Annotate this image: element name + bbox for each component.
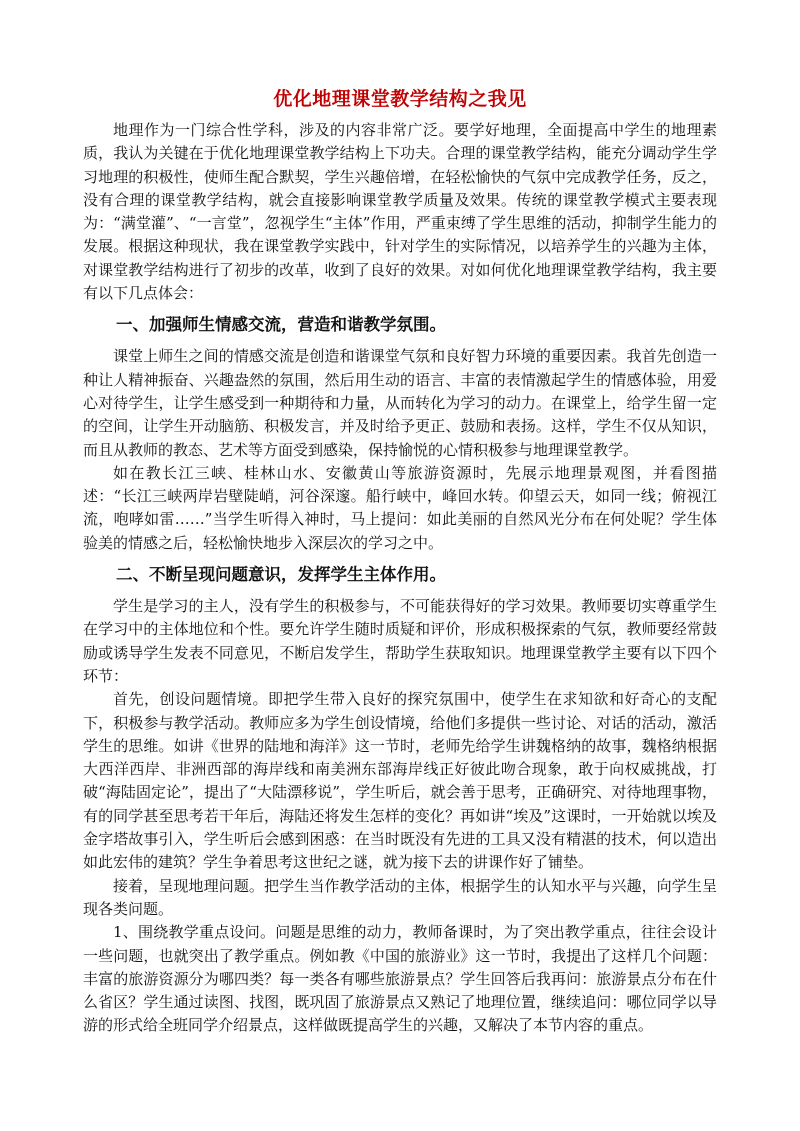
section-1-paragraph-1: 课堂上师生之间的情感交流是创造和谐课堂气氛和良好智力环境的重要因素。我首先创造一种让人精神振奋、兴趣盎然的氛围，然后用生动的语言、丰富的表情激起学生的情感体验，用爱心对待学生，让学生感受到一种期待和力量，从而转化为学习的动力。在课堂上，给学生留一定的空间，让学生开动脑筋、积极发言，并及时给予更正、鼓励和表扬。这样，学生不仅从知识，而且从教师的教态、艺术等方面受到感染，保持愉悦的心情积极参与地理课堂教学。	[83, 347, 717, 459]
section-2-paragraph-3: 接着，呈现地理问题。把学生当作教学活动的主体，根据学生的认知水平与兴趣，向学生呈现各类问题。	[83, 876, 717, 918]
section-2-heading: 二、不断呈现问题意识，发挥学生主体作用。	[116, 565, 446, 585]
section-2-paragraph-2: 首先，创设问题情境。即把学生带入良好的探究氛围中，使学生在求知欲和好奇心的支配下，积极参与教学活动。教师应多为学生创设情境，给他们多提供一些讨论、对话的活动，激活学生的思维。如讲《世界的陆地和海洋》这一节时，老师先给学生讲魏格纳的故事，魏格纳根据大西洋西岸、非洲西部的海岸线和南美洲东部海岸线正好彼此吻合现象，敢于向权威挑战，打破“海陆固定论”，提出了“大陆漂移说”，学生听后，就会善于思考，正确研究、对待地理事物，有的同学甚至思考若干年后，海陆还将发生怎样的变化？再如讲“埃及”这课时，一开始就以埃及金字塔故事引入，学生听后会感到困惑：在当时既没有先进的工具又没有精湛的技术，何以造出如此宏伟的建筑？学生争着思考这世纪之谜，就为接下去的讲课作好了铺垫。	[83, 690, 717, 872]
intro-paragraph: 地理作为一门综合性学科，涉及的内容非常广泛。要学好地理，全面提高中学生的地理素质，我认为关键在于优化地理课堂教学结构上下功夫。合理的课堂教学结构，能充分调动学生学习地理的积极性，使师生配合默契，学生兴趣倍增，在轻松愉快的气氛中完成教学任务，反之，没有合理的课堂教学结构，就会直接影响课堂教学质量及效果。传统的课堂教学模式主要表现为：“满堂灌”、“一言堂”，忽视学生“主体”作用，严重束缚了学生思维的活动，抑制学生能力的发展。根据这种现状，我在课堂教学实践中，针对学生的实际情况，以培养学生的兴趣为主体，对课堂教学结构进行了初步的改革，收到了良好的效果。对如何优化地理课堂教学结构，我主要有以下几点体会：	[83, 121, 717, 303]
section-2-paragraph-4: 1、围绕教学重点设问。问题是思维的动力，教师备课时，为了突出教学重点，往往会设计一些问题，也就突出了教学重点。例如教《中国的旅游业》这一节时，我提出了这样几个问题：丰富的旅游资源分为哪四类？每一类各有哪些旅游景点？学生回答后我再问：旅游景点分布在什么省区？学生通过读图、找图，既巩固了旅游景点又熟记了地理位置，继续追问：哪位同学以导游的形式给全班同学介绍景点，这样做既提高学生的兴趣，又解决了本节内容的重点。	[83, 923, 717, 1035]
document-body	[83, 86, 717, 1038]
document-title: 优化地理课堂教学结构之我见	[273, 88, 527, 110]
section-2-paragraph-1: 学生是学习的主人，没有学生的积极参与，不可能获得好的学习效果。教师要切实尊重学生在学习中的主体地位和个性。要允许学生随时质疑和评价，形成积极探索的气氛，教师要经常鼓励或诱导学生发表不同意见，不断启发学生，帮助学生获取知识。地理课堂教学主要有以下四个环节：	[83, 597, 717, 685]
section-1-paragraph-2: 如在教长江三峡、桂林山水、安徽黄山等旅游资源时，先展示地理景观图，并看图描述：“长江三峡两岸岩壁陡峭，河谷深邃。船行峡中，峰回水转。仰望云天，如同一线；俯视江流，咆哮如雷……”当学生听得入神时，马上提问：如此美丽的自然风光分布在何处呢？学生体验美的情感之后，轻松愉快地步入深层次的学习之中。	[83, 463, 717, 552]
section-1-heading: 一、加强师生情感交流，营造和谐教学氛围。	[116, 315, 446, 335]
